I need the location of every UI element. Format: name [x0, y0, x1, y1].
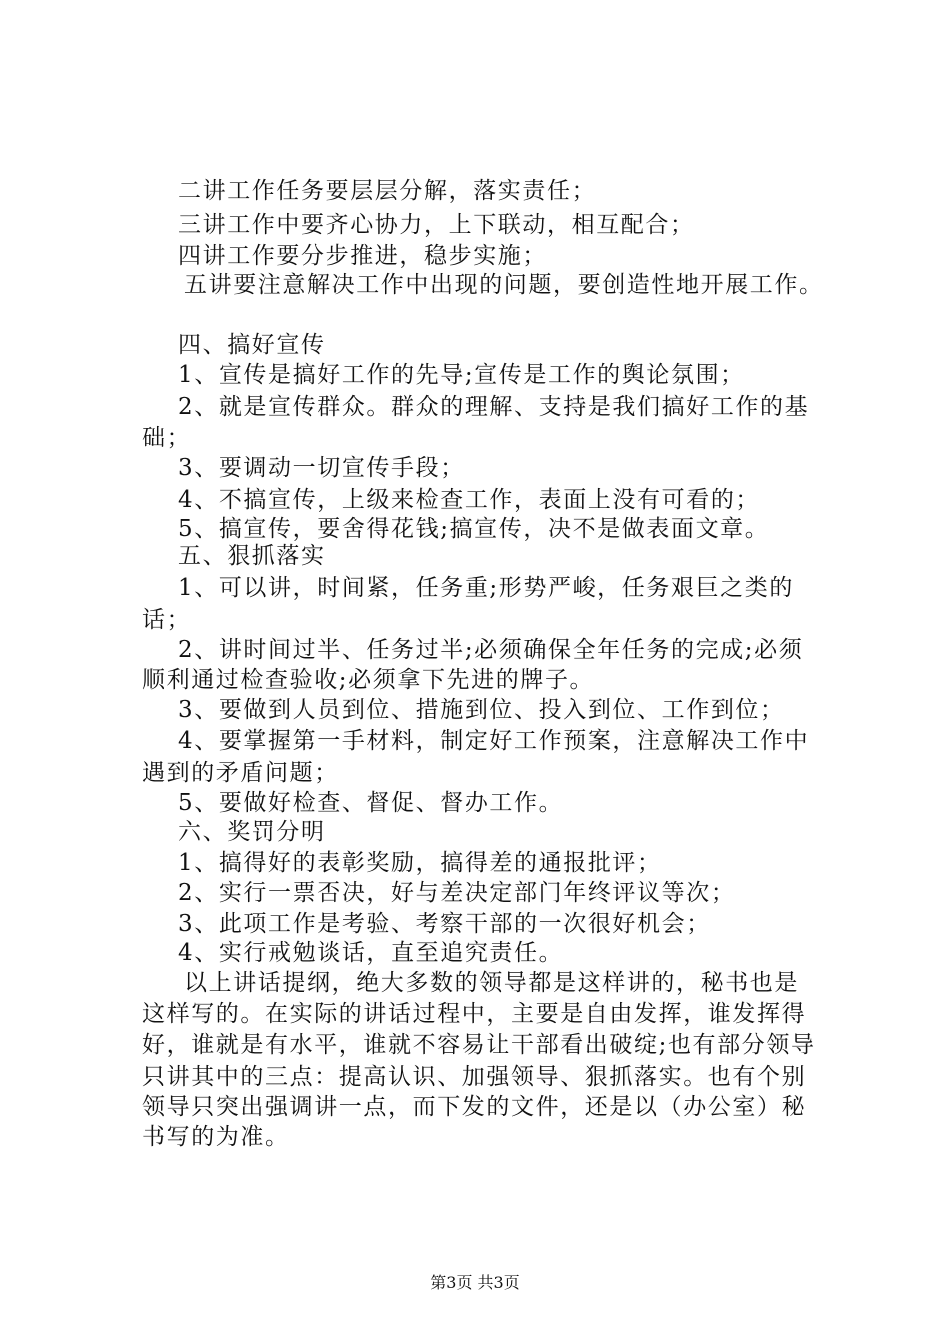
list-item: 2、就是宣传群众。群众的理解、支持是我们搞好工作的基	[178, 394, 810, 420]
list-item: 3、要调动一切宣传手段；	[178, 455, 465, 481]
section-heading: 六、奖罚分明	[178, 819, 326, 845]
paragraph-line: 三讲工作中要齐心协力，上下联动，相互配合；	[178, 212, 695, 238]
paragraph-line: 五讲要注意解决工作中出现的问题，要创造性地开展工作。	[184, 272, 824, 298]
list-item: 3、此项工作是考验、考察干部的一次很好机会；	[178, 911, 711, 937]
list-item: 4、实行戒勉谈话，直至追究责任。	[178, 940, 564, 966]
paragraph-line: 只讲其中的三点：提高认识、加强领导、狠抓落实。也有个别	[142, 1064, 807, 1090]
paragraph-line: 好，谁就是有水平，谁就不容易让干部看出破绽;也有部分领导	[142, 1032, 816, 1058]
list-item: 1、可以讲，时间紧，任务重;形势严峻，任务艰巨之类的	[178, 575, 794, 601]
list-item-continuation: 顺利通过检查验收;必须拿下先进的牌子。	[142, 667, 595, 693]
paragraph-line: 书写的为准。	[142, 1124, 290, 1150]
list-item: 4、要掌握第一手材料，制定好工作预案，注意解决工作中	[178, 728, 810, 754]
list-item-continuation: 遇到的矛盾问题；	[142, 760, 339, 786]
paragraph-line: 以上讲话提纲，绝大多数的领导都是这样讲的，秘书也是	[184, 970, 799, 996]
list-item: 2、实行一票否决，好与差决定部门年终评议等次；	[178, 880, 736, 906]
list-item: 1、搞得好的表彰奖励，搞得差的通报批评；	[178, 850, 662, 876]
page-footer: 第3页 共3页	[430, 1273, 520, 1292]
section-heading: 五、狠抓落实	[178, 543, 326, 569]
paragraph-line: 二讲工作任务要层层分解，落实责任；	[178, 178, 597, 204]
list-item-continuation: 话；	[142, 607, 192, 633]
list-item: 3、要做到人员到位、措施到位、投入到位、工作到位；	[178, 697, 785, 723]
list-item: 1、宣传是搞好工作的先导;宣传是工作的舆论氛围；	[178, 362, 745, 388]
paragraph-line: 四讲工作要分步推进，稳步实施；	[178, 243, 547, 269]
list-item: 5、要做好检查、督促、督办工作。	[178, 790, 564, 816]
list-item: 4、不搞宣传，上级来检查工作，表面上没有可看的；	[178, 487, 761, 513]
list-item: 2、讲时间过半、任务过半;必须确保全年任务的完成;必须	[178, 637, 804, 663]
paragraph-line: 领导只突出强调讲一点，而下发的文件，还是以（办公室）秘	[142, 1094, 807, 1120]
list-item-continuation: 础；	[142, 425, 192, 451]
section-heading: 四、搞好宣传	[178, 332, 326, 358]
paragraph-line: 这样写的。在实际的讲话过程中，主要是自由发挥，谁发挥得	[142, 1001, 807, 1027]
list-item: 5、搞宣传，要舍得花钱;搞宣传，决不是做表面文章。	[178, 516, 770, 542]
